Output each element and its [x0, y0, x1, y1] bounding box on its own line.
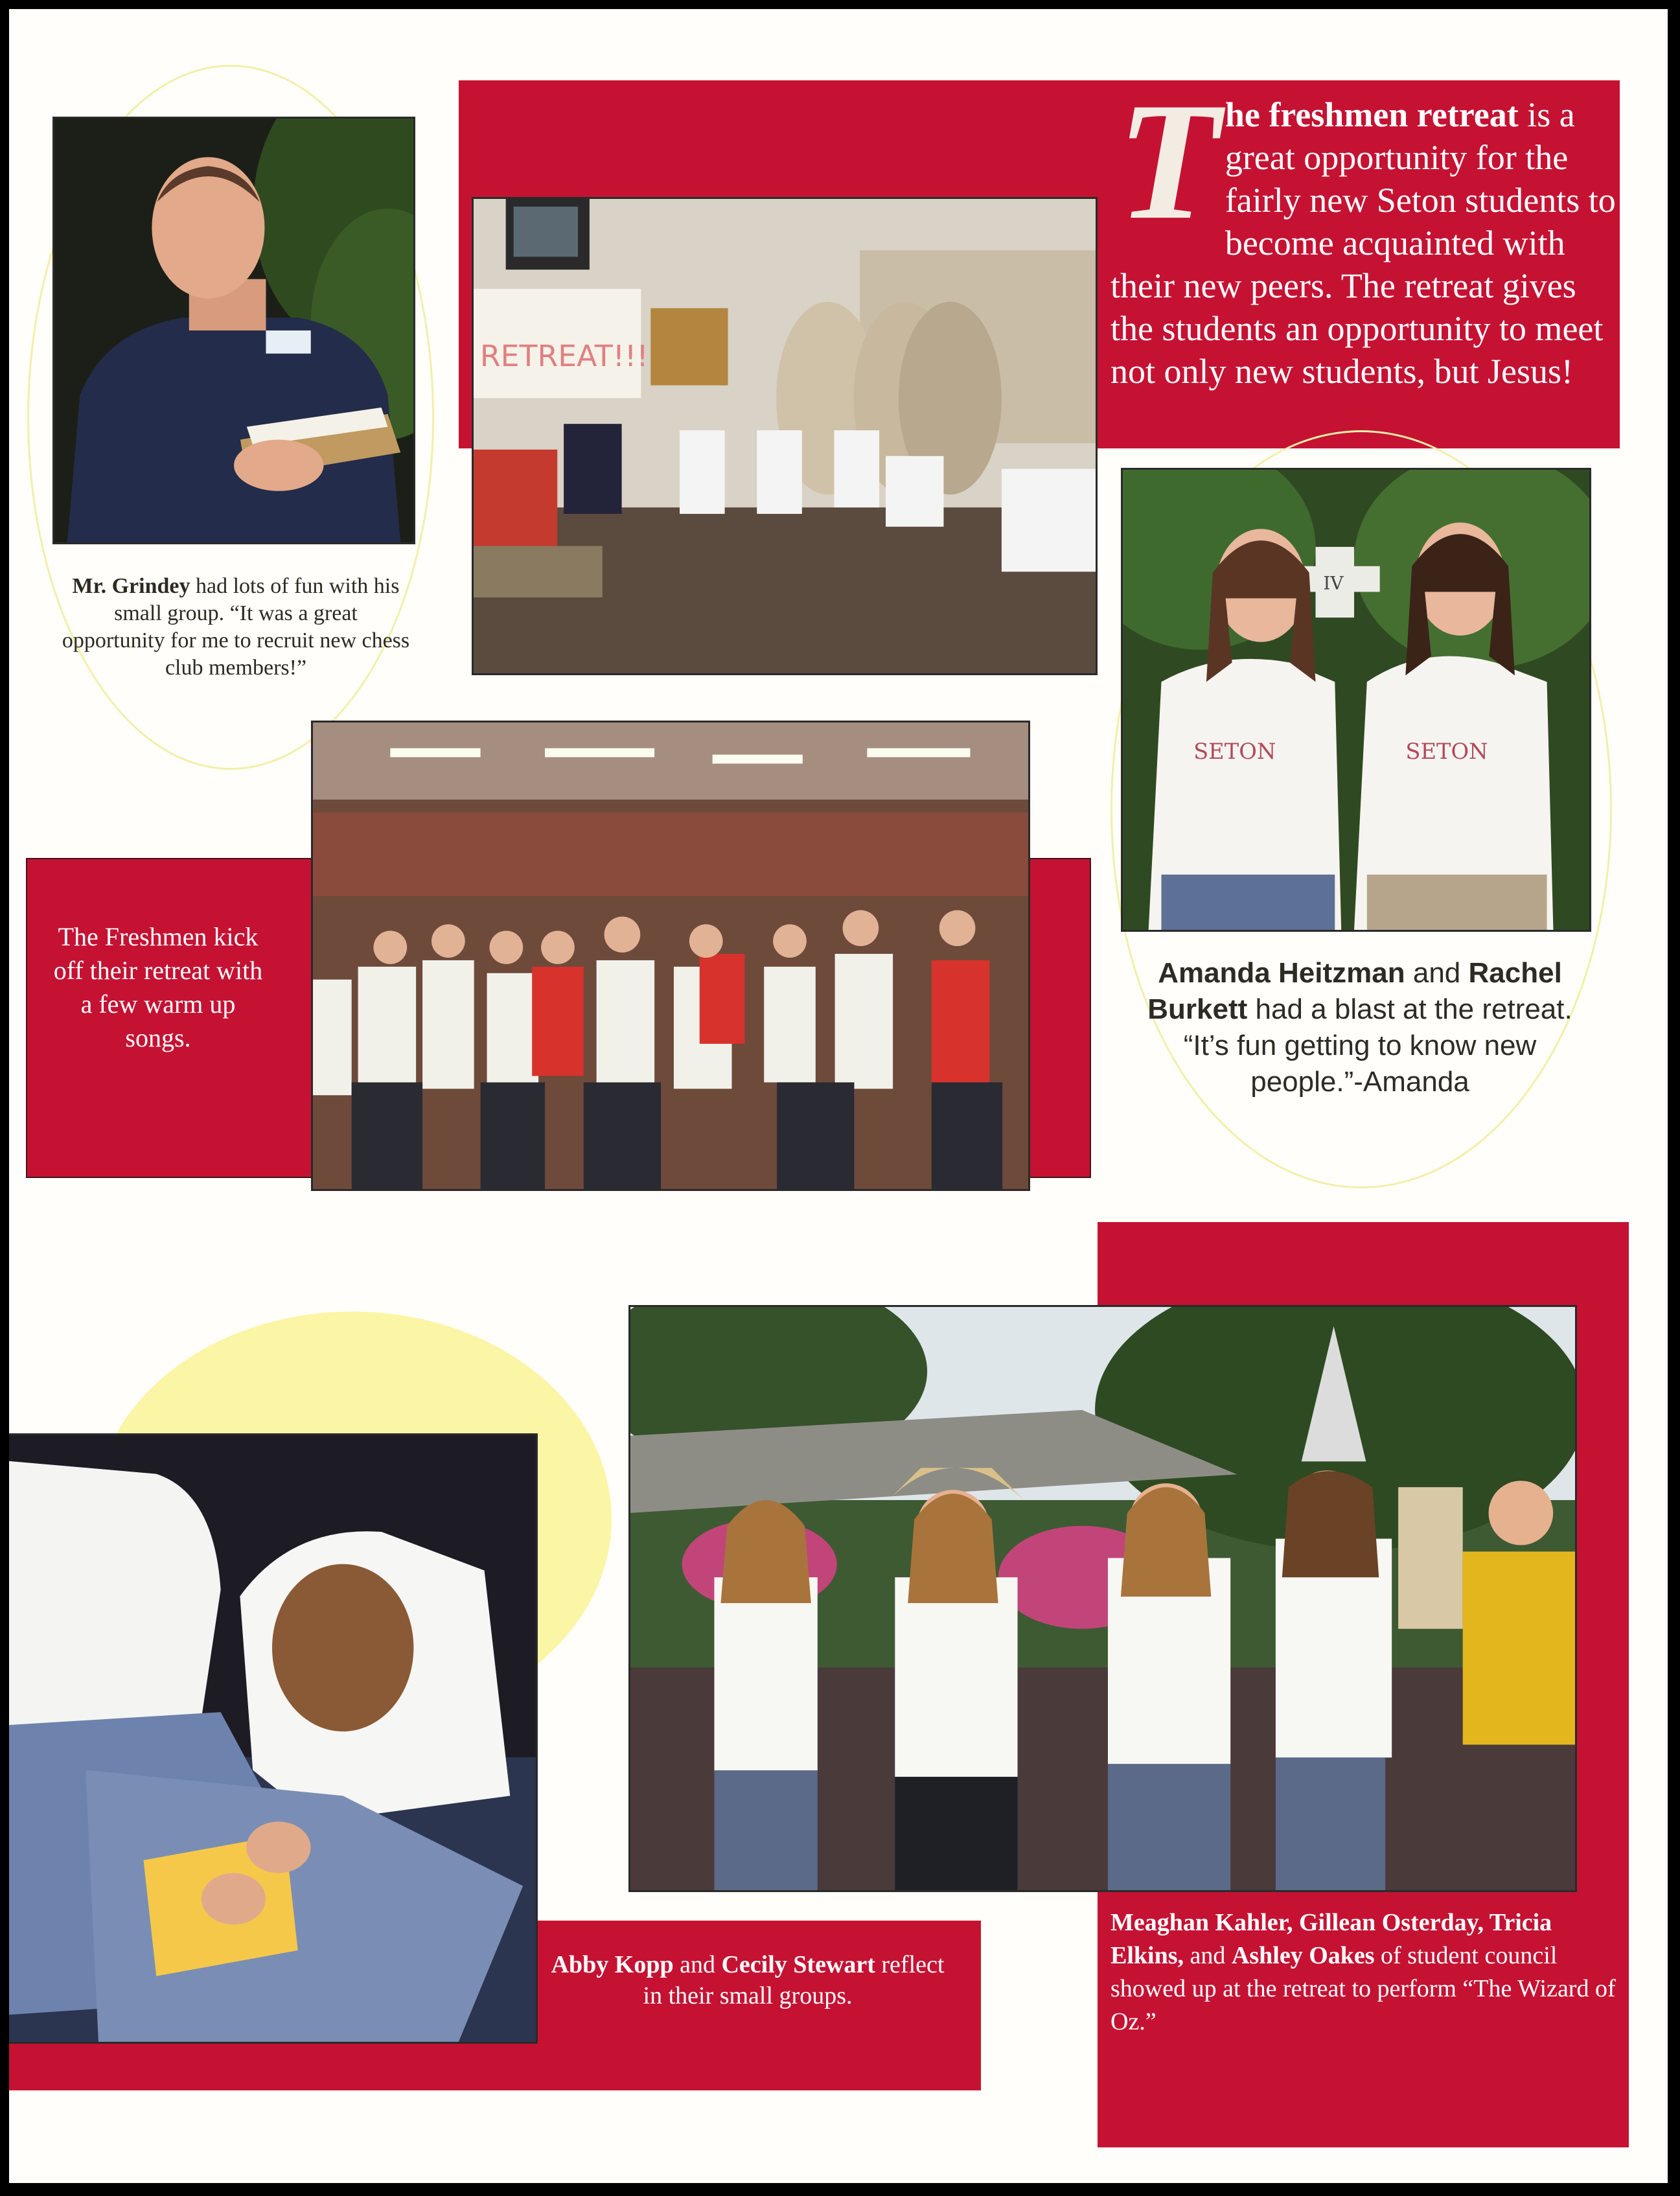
- caption-student-council: [1110, 1906, 1616, 2039]
- caption-grindey-name: Mr. Grindey: [72, 574, 190, 598]
- intro-text-block: [1110, 68, 1616, 443]
- caption-abby-joiner: and: [680, 1951, 715, 1978]
- caption-grindey-text: had lots of fun with his small group. “It was a great opportunity for me to recruit new chess club members!”: [62, 574, 410, 680]
- shirt-text-right: SETON: [1405, 739, 1488, 765]
- intro-lead: he freshmen retreat: [1225, 95, 1519, 134]
- caption-abby-cecily: [547, 1949, 949, 2011]
- caption-grindey: [61, 573, 411, 682]
- photo-mr-grindey: [52, 117, 415, 544]
- photo-amanda-rachel: [1121, 468, 1591, 932]
- caption-amanda-rachel: [1136, 955, 1583, 1100]
- caption-abby-name2: Cecily Stewart: [721, 1951, 875, 1978]
- yearbook-page: [9, 9, 1668, 2183]
- caption-amanda-text: had a blast at the retreat. “It’s fun getting to know new people.”-Amanda: [1183, 993, 1572, 1098]
- photo-student-council: [628, 1305, 1577, 1892]
- caption-abby-text: reflect in their small groups.: [643, 1951, 945, 2009]
- caption-council-text: of student council showed up at the retreat to perform “The Wizard of Oz.”: [1110, 1942, 1616, 2035]
- photo-classroom-circle: [472, 197, 1098, 675]
- caption-amanda-name2: Rachel Burkett: [1147, 957, 1562, 1025]
- cross-marker-text: IV: [1323, 572, 1344, 594]
- shirt-text-left: SETON: [1193, 739, 1276, 765]
- intro-drop-cap: T: [1117, 68, 1220, 255]
- photo-abby-cecily: [9, 1433, 538, 2044]
- caption-council-names: Meaghan Kahler, Gillean Osterday, Tricia Elkins,: [1110, 1909, 1552, 1969]
- photo-freshmen-songs: [311, 721, 1030, 1191]
- caption-freshmen: The Freshmen kick off their retreat with a few warm up songs.: [53, 922, 263, 1052]
- caption-council-joiner: and: [1190, 1942, 1226, 1969]
- caption-amanda-name1: Amanda Heitzman: [1158, 957, 1405, 989]
- caption-amanda-joiner: and: [1412, 957, 1461, 989]
- intro-body: is a great opportunity for the fairly new Seton students to become acquainted with their new peers. The retreat gives the students an opportunity to meet not only new students, but Jesus!: [1110, 95, 1616, 391]
- board-text: RETREAT!!!: [479, 338, 649, 373]
- caption-abby-name1: Abby Kopp: [551, 1951, 674, 1978]
- caption-council-name-last: Ashley Oakes: [1231, 1942, 1375, 1969]
